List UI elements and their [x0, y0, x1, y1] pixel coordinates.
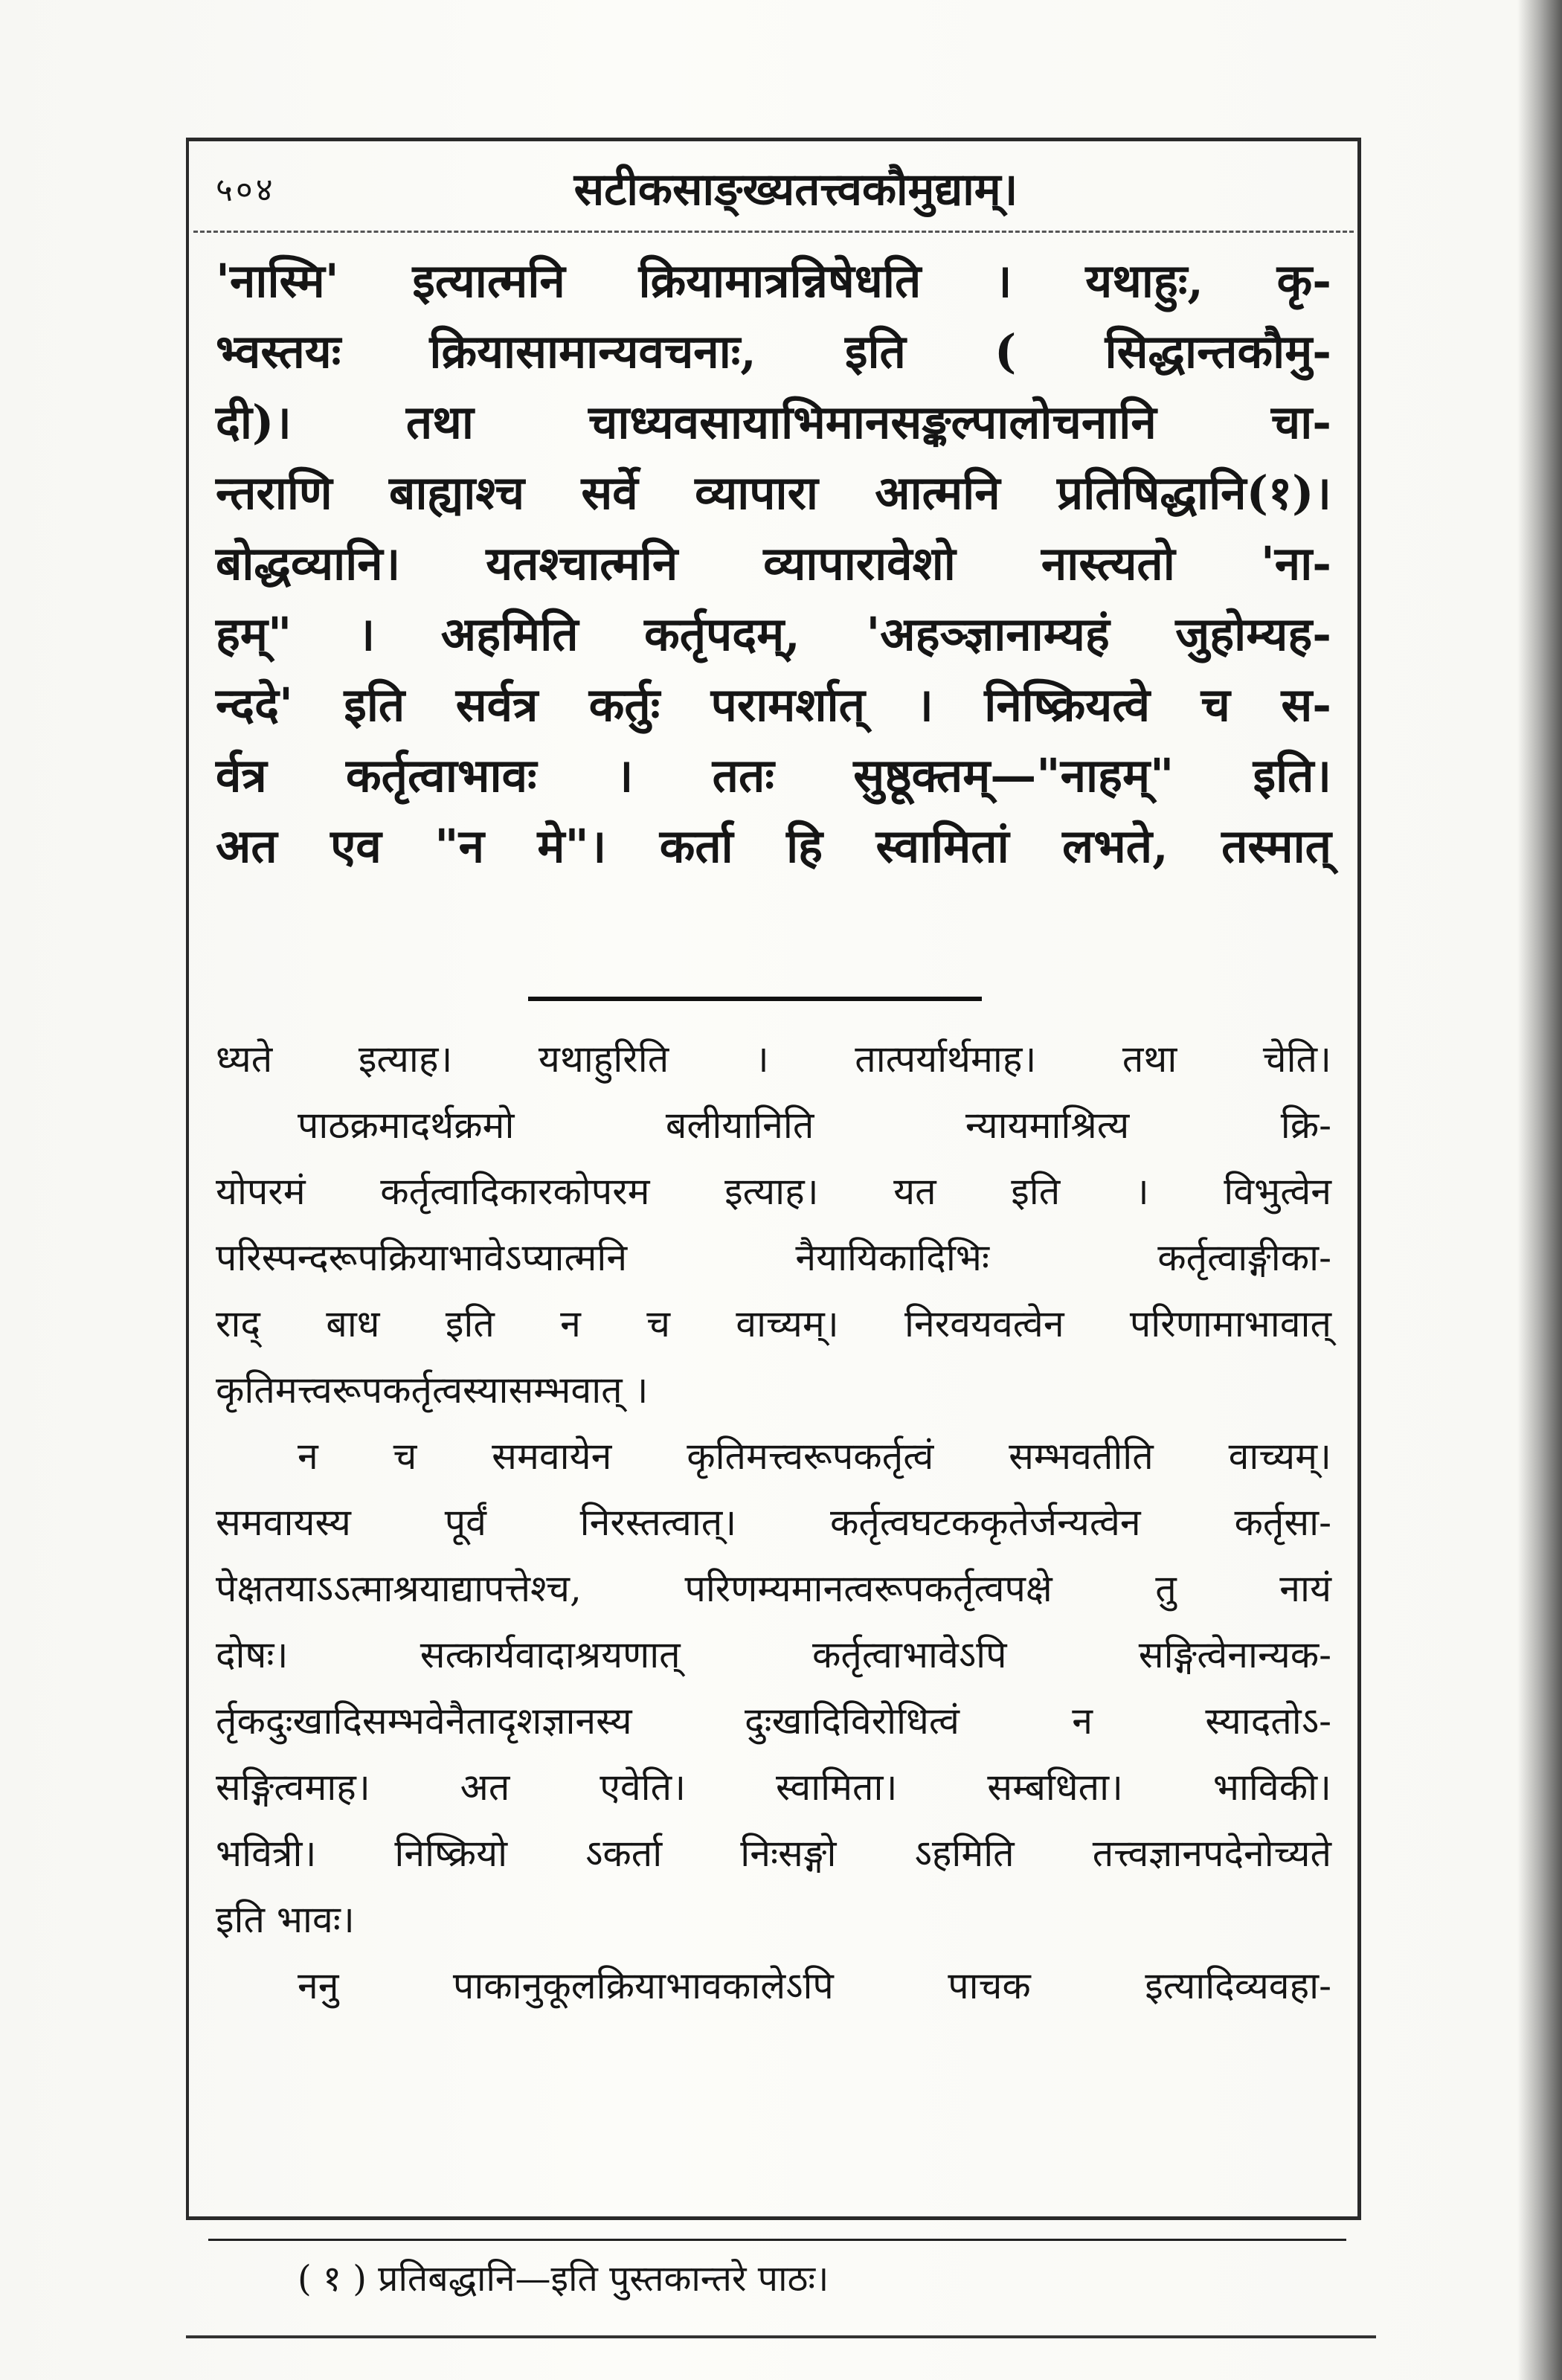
book-spine-edge	[1517, 0, 1562, 2380]
main-text-block	[216, 245, 1331, 881]
commentary-line: सङ्गित्वमाह। अत एवेति। स्वामिता। सम्बधिता। भाविकी।	[216, 1766, 1331, 1809]
footnote: ( १ ) प्रतिबद्धानि—इति पुस्तकान्तरे पाठः।	[298, 2258, 829, 2300]
commentary-line: परिस्पन्दरूपक्रियाभावेऽप्यात्मनि नैयायिकादिभिः कर्तृत्वाङ्गीका-	[216, 1236, 1331, 1279]
commentary-line: दोषः। सत्कार्यवादाश्रयणात् कर्तृत्वाभावेऽपि सङ्गित्वेनान्यक-	[216, 1633, 1331, 1676]
main-text-line: अत एव "न मे"। कर्ता हि स्वामितां लभते, तस्मात्	[216, 819, 1331, 873]
commentary-line: इति भावः।	[216, 1898, 355, 1941]
commentary-line: पाठक्रमादर्थक्रमो बलीयानिति न्यायमाश्रित्य क्रि-	[298, 1104, 1331, 1147]
running-title: सटीकसाङ्ख्यतत्त्वकौमुद्याम्।	[573, 164, 1018, 216]
commentary-line: योपरमं कर्तृत्वादिकारकोपरम इत्याह। यत इति । विभुत्वेन	[216, 1170, 1331, 1213]
footnote-divider	[208, 2239, 1346, 2241]
main-text-line: न्तराणि बाह्याश्च सर्वे व्यापारा आत्मनि प्रतिषिद्धानि(१)।	[216, 466, 1331, 520]
commentary-line: समवायस्य पूर्वं निरस्तत्वात्। कर्तृत्वघटककृतेर्जन्यत्वेन कर्तृसा-	[216, 1501, 1331, 1544]
main-text-line: भ्वस्तयः क्रियासामान्यवचनाः, इति ( सिद्धान्तकौमु-	[216, 324, 1331, 379]
commentary-line: र्तृकदुःखादिसम्भवेनैतादृशज्ञानस्य दुःखादिविरोधित्वं न स्यादतोऽ-	[216, 1699, 1331, 1743]
page-number: ५०४	[216, 171, 276, 209]
main-text-line: बोद्धव्यानि। यतश्चात्मनि व्यापारावेशो नास्त्यतो 'ना-	[216, 536, 1331, 591]
commentary-line: राद् बाध इति न च वाच्यम्। निरवयवत्वेन परिणामाभावात्	[216, 1302, 1331, 1345]
main-text-line: 'नास्मि' इत्यात्मनि क्रियामात्रन्निषेधति । यथाहुः, कृ-	[216, 254, 1331, 308]
page-header	[216, 152, 1339, 223]
main-text-line: र्वत्र कर्तृत्वाभावः । ततः सुष्ठूक्तम्—"नाहम्" इति।	[216, 748, 1331, 803]
main-text-line: हम्" । अहमिति कर्तृपदम्, 'अहञ्ज्ञानाम्यहं जुहोम्यह-	[216, 607, 1331, 661]
commentary-line: भवित्री। निष्क्रियो ऽकर्ता निःसङ्गो ऽहमिति तत्त्वज्ञानपदेनोच्यते	[216, 1832, 1331, 1875]
header-divider	[193, 231, 1354, 233]
main-text-line: न्ददे' इति सर्वत्र कर्तुः परामर्शात् । निष्क्रियत्वे च स-	[216, 678, 1331, 732]
commentary-line: न च समवायेन कृतिमत्त्वरूपकर्तृत्वं सम्भवतीति वाच्यम्।	[298, 1435, 1331, 1478]
bottom-border	[186, 2335, 1376, 2338]
commentary-line: पेक्षतयाऽऽत्माश्रयाद्यापत्तेश्च, परिणम्यमानत्वरूपकर्तृत्वपक्षे तु नायं	[216, 1567, 1331, 1610]
main-text-line: दी)। तथा चाध्यवसायाभिमानसङ्कल्पालोचनानि चा-	[216, 395, 1331, 449]
commentary-line: कृतिमत्त्वरूपकर्तृत्वस्यासम्भवात् ।	[216, 1368, 649, 1412]
commentary-block	[216, 1026, 1331, 2019]
commentary-line: ननु पाकानुकूलक्रियाभावकालेऽपि पाचक इत्यादिव्यवहा-	[298, 1964, 1331, 2007]
section-divider	[528, 997, 982, 1001]
commentary-line: ध्यते इत्याह। यथाहुरिति । तात्पर्यार्थमाह। तथा चेति।	[216, 1038, 1331, 1081]
